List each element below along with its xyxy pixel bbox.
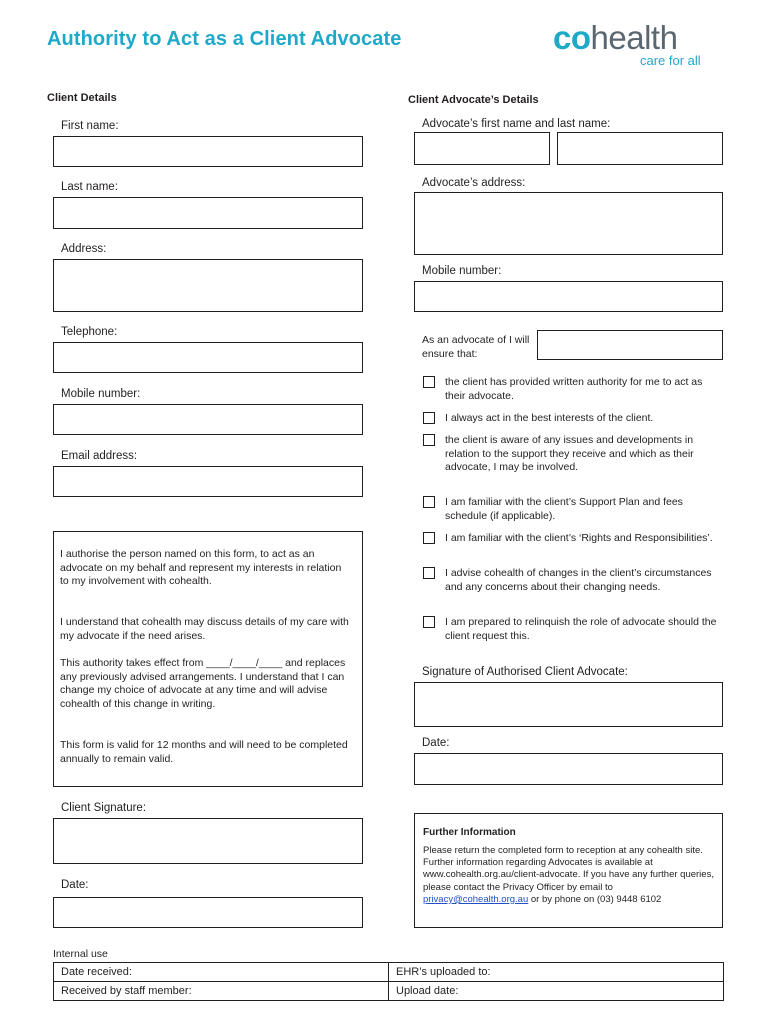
upload-date-cell: Upload date: xyxy=(389,982,724,1001)
checklist-item: I always act in the best interests of the client. xyxy=(445,412,654,424)
client-date-field[interactable] xyxy=(53,897,363,928)
advocate-name-label: Advocate’s first name and last name: xyxy=(422,118,611,130)
advocate-details-heading: Client Advocate’s Details xyxy=(408,94,539,106)
address-field[interactable] xyxy=(53,259,363,312)
advocate-date-field[interactable] xyxy=(414,753,723,785)
email-field[interactable] xyxy=(53,466,363,497)
internal-use-heading: Internal use xyxy=(53,948,108,960)
logo-tagline: care for all xyxy=(640,53,701,68)
received-by-cell: Received by staff member: xyxy=(54,982,389,1001)
checklist-item: I am familiar with the client’s ‘Rights and Responsibilities’. xyxy=(445,532,713,544)
authority-paragraph-3: This authority takes effect from ____/____/____ and replaces any previously advised arrangements. I understand that I can change my choice of advocate at any time and will advise cohealth of this change in writing. xyxy=(60,657,346,710)
checklist-checkbox[interactable] xyxy=(423,567,435,579)
email-label: Email address: xyxy=(61,450,138,462)
advocate-address-label: Advocate’s address: xyxy=(422,177,526,189)
checklist-checkbox[interactable] xyxy=(423,532,435,544)
checklist-item: I am familiar with the client’s Support Plan and fees schedule (if applicable). xyxy=(445,496,683,522)
further-information-box xyxy=(414,813,723,928)
checklist-item: I am prepared to relinquish the role of advocate should the client request this. xyxy=(445,616,717,642)
cohealth-logo: cohealth xyxy=(553,19,678,56)
client-details-heading: Client Details xyxy=(47,92,117,104)
privacy-email-link[interactable]: privacy@cohealth.org.au xyxy=(423,893,529,905)
advocate-signature-field[interactable] xyxy=(414,682,723,727)
first-name-field[interactable] xyxy=(53,136,363,167)
authority-paragraph-2: I understand that cohealth may discuss details of my care with my advocate if the need arises. xyxy=(60,616,349,642)
advocate-date-label: Date: xyxy=(422,737,450,749)
ehr-uploaded-cell: EHR’s uploaded to: xyxy=(389,963,724,982)
advocate-first-name-field[interactable] xyxy=(414,132,550,165)
checklist-item: the client has provided written authority for me to act as their advocate. xyxy=(445,376,703,402)
client-signature-label: Client Signature: xyxy=(61,802,147,814)
checklist-checkbox[interactable] xyxy=(423,616,435,628)
client-signature-field[interactable] xyxy=(53,818,363,864)
advocate-ensure-label: As an advocate of I will ensure that: xyxy=(422,334,530,360)
mobile-label: Mobile number: xyxy=(61,388,141,400)
advocate-of-client-field[interactable] xyxy=(537,330,723,360)
checklist-checkbox[interactable] xyxy=(423,412,435,424)
checklist-item: I advise cohealth of changes in the client’s circumstances and any concerns about their changing needs. xyxy=(445,567,712,593)
first-name-label: First name: xyxy=(61,120,119,132)
authority-statement-box xyxy=(53,531,363,787)
checklist-checkbox[interactable] xyxy=(423,376,435,388)
page-title: Authority to Act as a Client Advocate xyxy=(47,28,402,50)
checklist-item: the client is aware of any issues and developments in relation to the support they receive and which as their advocate, I may be involved. xyxy=(445,434,694,473)
advocate-signature-label: Signature of Authorised Client Advocate: xyxy=(422,666,628,678)
last-name-label: Last name: xyxy=(61,181,118,193)
internal-use-table xyxy=(53,962,724,1001)
authority-paragraph-1: I authorise the person named on this form, to act as an advocate on my behalf and represent my interests in relation to my involvement with cohealth. xyxy=(60,548,342,587)
mobile-field[interactable] xyxy=(53,404,363,435)
telephone-label: Telephone: xyxy=(61,326,118,338)
client-date-label: Date: xyxy=(61,879,89,891)
further-information-text: Please return the completed form to reception at any cohealth site. Further information regarding Advocates is available at www.cohealth.org.au/client-advocate. If you have any further queries, please contact the Privacy Officer by email to privacy@cohealth.org.au or by phone on (03) 9448 6102 xyxy=(423,845,714,905)
advocate-mobile-label: Mobile number: xyxy=(422,265,502,277)
further-information-heading: Further Information xyxy=(423,827,516,838)
last-name-field[interactable] xyxy=(53,197,363,229)
authority-paragraph-4: This form is valid for 12 months and will need to be completed annually to remain valid. xyxy=(60,739,348,765)
checklist-checkbox[interactable] xyxy=(423,434,435,446)
telephone-field[interactable] xyxy=(53,342,363,373)
advocate-mobile-field[interactable] xyxy=(414,281,723,312)
checklist-checkbox[interactable] xyxy=(423,496,435,508)
advocate-last-name-field[interactable] xyxy=(557,132,723,165)
date-received-cell: Date received: xyxy=(54,963,389,982)
advocate-address-field[interactable] xyxy=(414,192,723,255)
address-label: Address: xyxy=(61,243,107,255)
